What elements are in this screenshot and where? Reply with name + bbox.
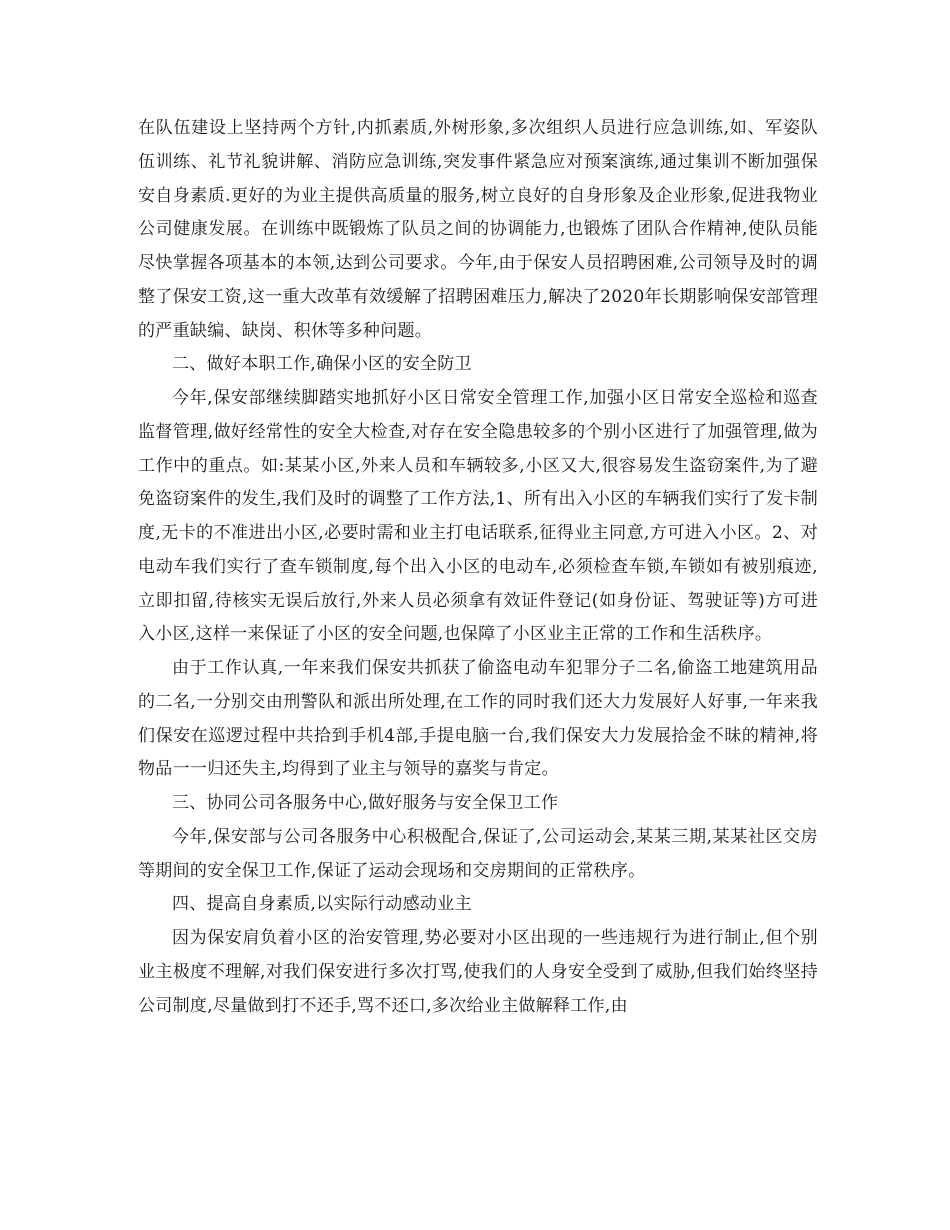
paragraph-self-improvement: 因为保安肩负着小区的治安管理,势必要对小区出现的一些违规行为进行制止,但个别业主极度不理解,对我们保安进行多次打骂,使我们的人身安全受到了威胁,但我们始终坚持公司制度,尽量做到打不还手,骂不还口,多次给业主做解释工作,由 — [138, 928, 818, 1016]
section-heading-3: 三、协同公司各服务中心,做好服务与安全保卫工作 — [172, 793, 559, 813]
paragraph-achievements: 由于工作认真,一年来我们保安共抓获了偷盗电动车犯罪分子二名,偷盗工地建筑用品的二名,一分别交由刑警队和派出所处理,在工作的同时我们还大力发展好人好事,一年来我们保安在巡逻过程中共拾到手机4部,手提电脑一台,我们保安大力发展拾金不昧的精神,将物品一一归还失主,均得到了业主与领导的嘉奖与肯定。 — [138, 658, 818, 780]
paragraph-team-building: 在队伍建设上坚持两个方针,内抓素质,外树形象,多次组织人员进行应急训练,如、军姿队伍训练、礼节礼貌讲解、消防应急训练,突发事件紧急应对预案演练,通过集训不断加强保安自身素质.更好的为业主提供高质量的服务,树立良好的自身形象及企业形象,促进我物业公司健康发展。在训练中既锻炼了队员之间的协调能力,也锻炼了团队合作精神,使队员能尽快掌握各项基本的本领,达到公司要求。今年,由于保安人员招聘困难,公司领导及时的调整了保安工资,这一重大改革有效缓解了招聘困难压力,解决了2020年长期影响保安部管理的严重缺编、缺岗、积休等多种问题。 — [138, 118, 818, 341]
document-body — [138, 112, 818, 1023]
section-heading-4: 四、提高自身素质,以实际行动感动业主 — [172, 894, 472, 915]
paragraph-daily-security: 今年,保安部继续脚踏实地抓好小区日常安全管理工作,加强小区日常安全巡检和巡查监督管理,做好经常性的安全大检查,对存在安全隐患较多的个别小区进行了加强管理,做为工作中的重点。如:某某小区,外来人员和车辆较多,小区又大,很容易发生盗窃案件,为了避免盗窃案件的发生,我们及时的调整了工作方法,1、所有出入小区的车辆我们实行了发卡制度,无卡的不准进出小区,必要时需和业主打电话联系,征得业主同意,方可进入小区。2、对电动车我们实行了查车锁制度,每个出入小区的电动车,必须检查车锁,车锁如有被别痕迹,立即扣留,待核实无误后放行,外来人员必须拿有效证件登记(如身份证、驾驶证等)方可进入小区,这样一来保证了小区的安全问题,也保障了小区业主正常的工作和生活秩序。 — [138, 388, 818, 645]
section-heading-2: 二、做好本职工作,确保小区的安全防卫 — [172, 354, 472, 375]
paragraph-cooperation: 今年,保安部与公司各服务中心积极配合,保证了,公司运动会,某某三期,某某社区交房等期间的安全保卫工作,保证了运动会现场和交房期间的正常秩序。 — [138, 826, 818, 881]
